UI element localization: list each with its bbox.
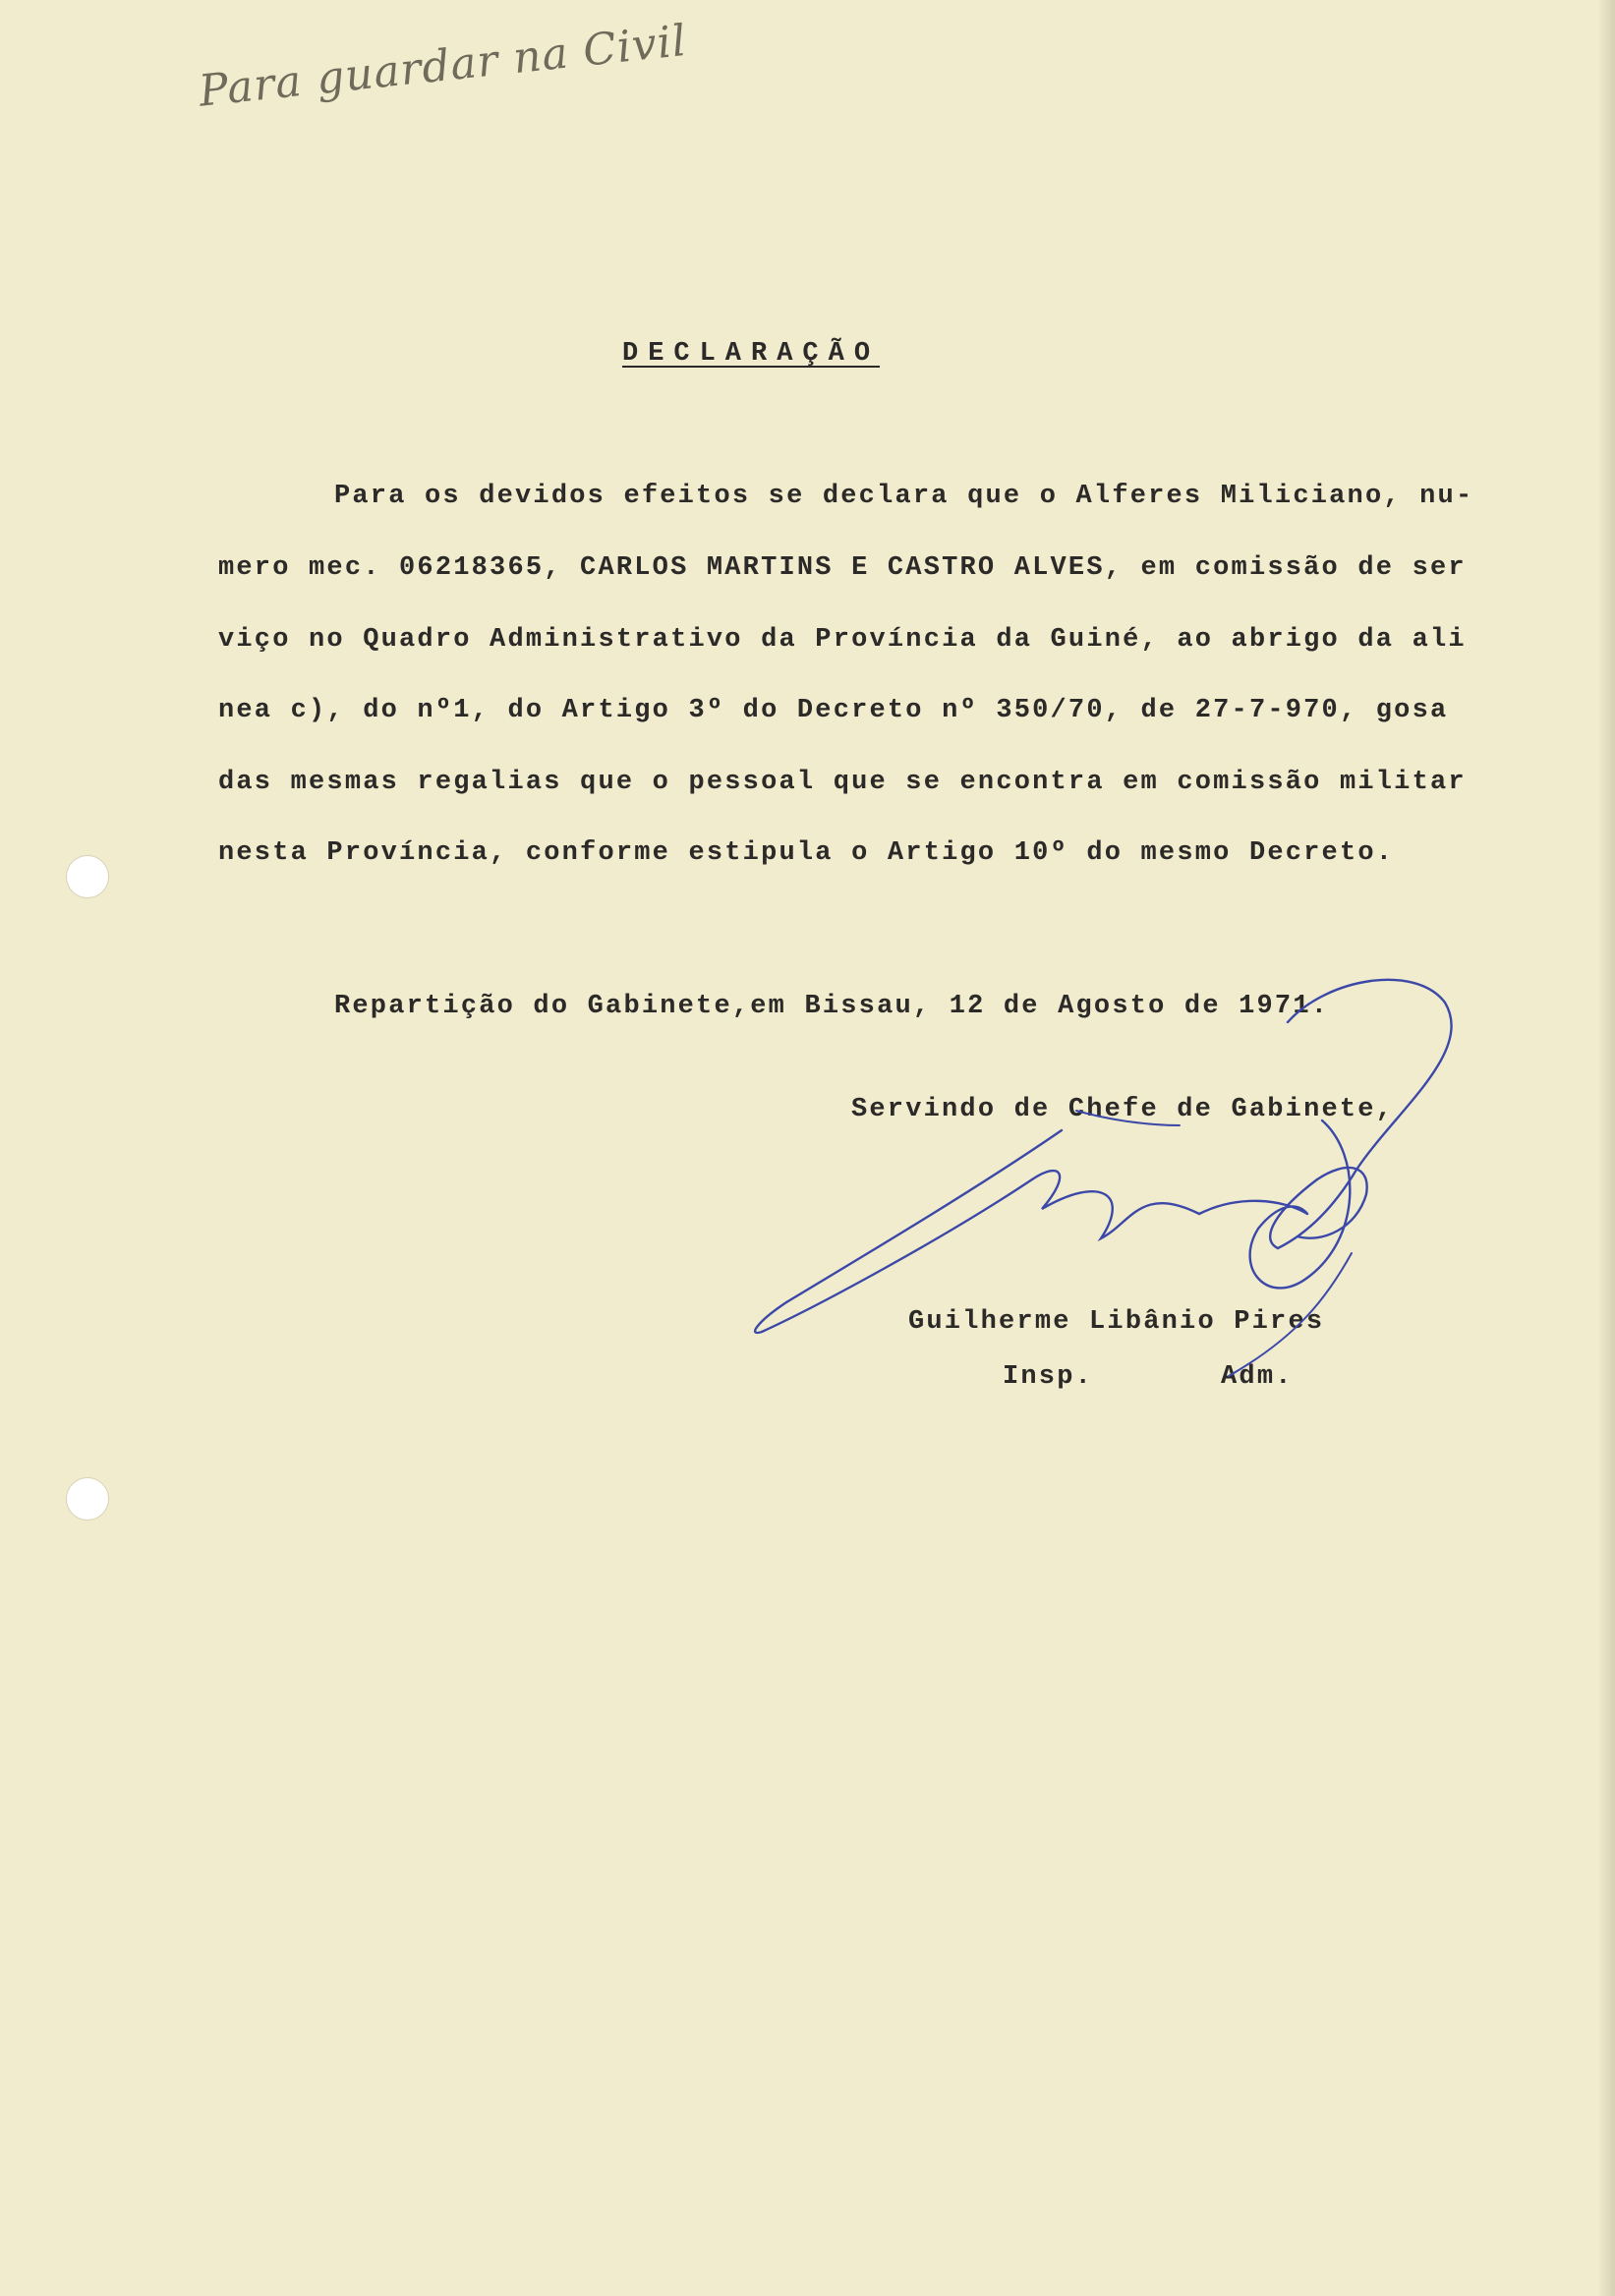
signer-name: Guilherme Libânio Pires [908, 1307, 1325, 1337]
date-line: Repartição do Gabinete,em Bissau, 12 de Agosto de 1971. [334, 992, 1330, 1021]
body-line: nea c), do nº1, do Artigo 3º do Decreto nº 350/70, de 27-7-970, gosa [218, 696, 1449, 725]
body-line: Para os devidos efeitos se declara que o Alferes Miliciano, nu- [334, 482, 1474, 511]
signer-title-right: Adm. [1221, 1362, 1294, 1392]
handwritten-note: Para guardar na Civil [197, 15, 690, 117]
signature-stroke-main [755, 1120, 1350, 1333]
punch-hole-top [66, 855, 109, 898]
signer-title-left: Insp. [1003, 1362, 1094, 1392]
body-line: viço no Quadro Administrativo da Província da Guiné, ao abrigo da ali [218, 625, 1467, 655]
body-line: mero mec. 06218365, CARLOS MARTINS E CASTRO ALVES, em comissão de ser [218, 553, 1467, 583]
document-title: DECLARAÇÃO [622, 339, 881, 369]
serving-line: Servindo de Chefe de Gabinete, [851, 1095, 1395, 1124]
body-line: nesta Província, conforme estipula o Artigo 10º do mesmo Decreto. [218, 838, 1395, 868]
punch-hole-bottom [66, 1477, 109, 1521]
signer-title [1003, 1362, 1294, 1392]
page-edge-shadow [1597, 0, 1615, 2296]
body-line: das mesmas regalias que o pessoal que se encontra em comissão militar [218, 768, 1467, 797]
